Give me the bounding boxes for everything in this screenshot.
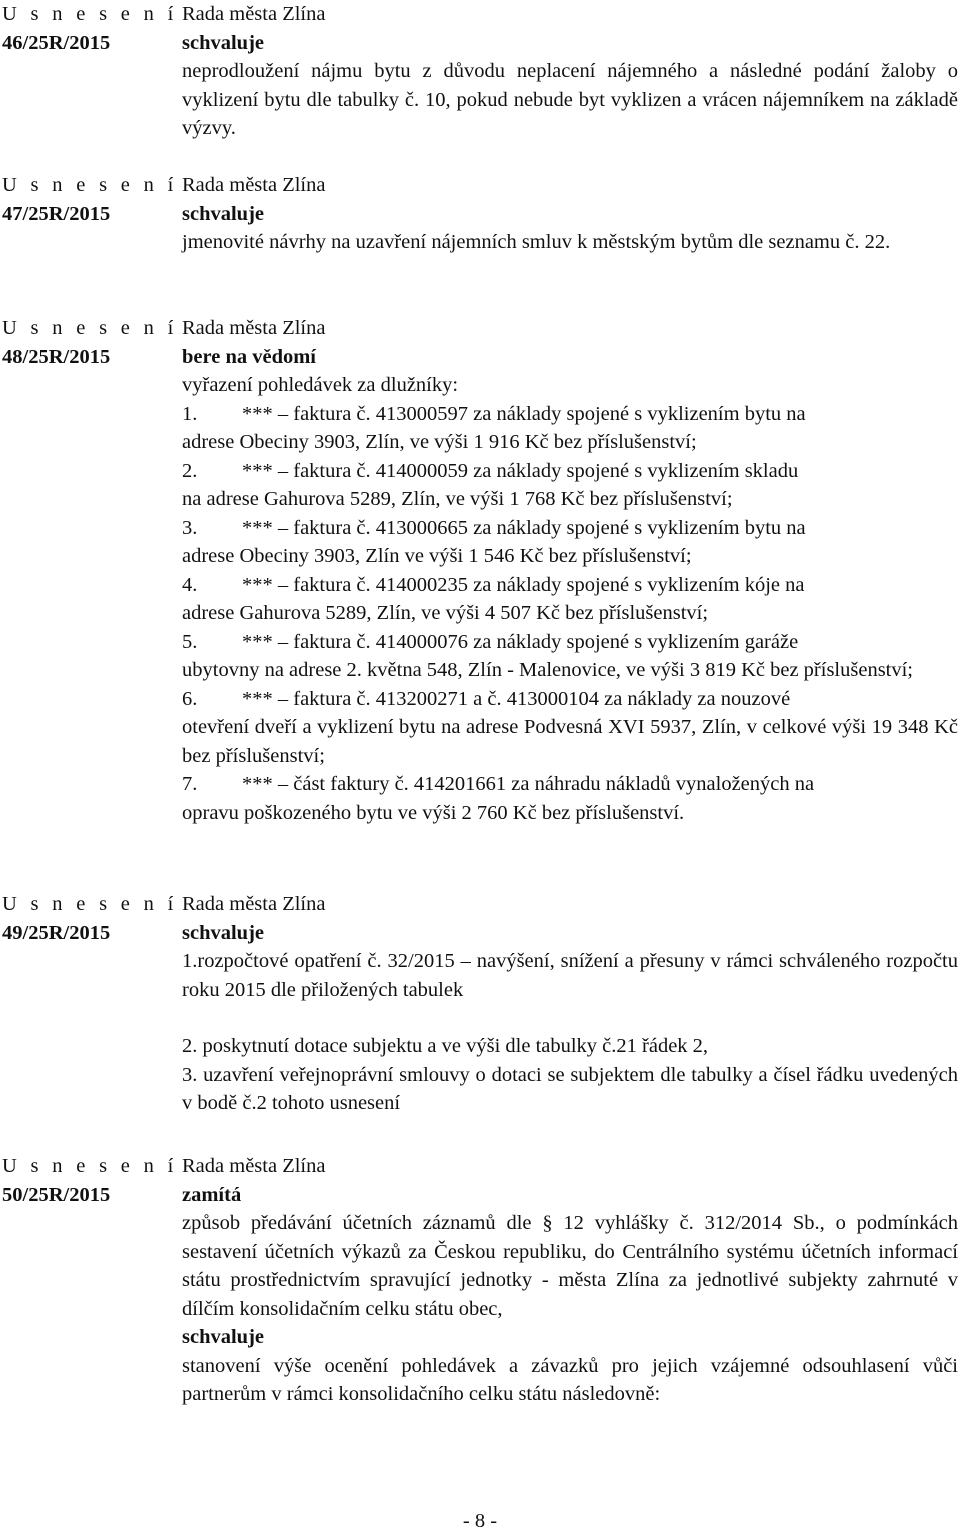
council-name: Rada města Zlína [182, 317, 326, 339]
list-item-first-line [182, 628, 958, 657]
resolution-content [182, 0, 958, 143]
resolution-content [182, 314, 958, 827]
page-number: - 8 - [462, 1510, 498, 1532]
list-item-lead-text: *** – faktura č. 413000597 za náklady spojené s vyklizením bytu na [242, 402, 806, 425]
list-item [182, 628, 958, 685]
council-name: Rada města Zlína [182, 3, 326, 25]
list-item-number: 6. [182, 687, 198, 710]
list-item-lead-text: *** – faktura č. 413200271 a č. 413000104 za náklady za nouzové [242, 687, 791, 710]
resolution-number: 46/25R/2015 [2, 31, 111, 54]
resolution-label: U s n e s e n í [2, 3, 178, 25]
resolution-text: způsob předávání účetních záznamů dle § 12 vyhlášky č. 312/2014 Sb., o podmínkách sestavení účetních výkazů za Českou republiku, do Centrálního systému účetních informací státu prostřednictvím spravující jednotky - města Zlína za jednotlivé subjekty zahrnuté v dílčím konsolidačním celku státu obec, [182, 1212, 958, 1320]
resolution-label: U s n e s e n í [2, 174, 178, 196]
list-item-first-line [182, 457, 958, 486]
subsidy-point: 2. poskytnutí dotace subjektu a ve výši dle tabulky č.21 řádek 2, [182, 1035, 709, 1057]
resolution-action: schvaluje [182, 31, 264, 54]
list-item [182, 400, 958, 457]
resolution-label: U s n e s e n í [2, 1155, 178, 1177]
resolution-text: neprodloužení nájmu bytu z důvodu neplacení nájemného a následné podání žaloby o vyklizení bytu dle tabulky č. 10, pokud nebude byt vyklizen a vrácen nájemníkem na základě výzvy. [182, 60, 958, 139]
resolution-header [2, 1152, 178, 1209]
resolution-content [182, 171, 958, 257]
list-item-lead-text: *** – faktura č. 413000665 za náklady spojené s vyklizením bytu na [242, 516, 806, 539]
list-item-first-line [182, 685, 958, 714]
list-item-continuation: opravu poškozeného bytu ve výši 2 760 Kč bez příslušenství. [182, 801, 685, 824]
resolution-content [182, 890, 958, 1118]
resolution-number: 49/25R/2015 [2, 921, 111, 944]
resolution-action: schvaluje [182, 202, 264, 225]
resolution-number: 50/25R/2015 [2, 1183, 111, 1206]
budget-measure-point: 1.rozpočtové opatření č. 32/2015 – navýšení, snížení a přesuny v rámci schváleného rozpočtu roku 2015 dle přiložených tabulek [182, 950, 958, 1001]
list-item-lead-text: *** – faktura č. 414000076 za náklady spojené s vyklizením garáže [242, 630, 799, 653]
contract-point: 3. uzavření veřejnoprávní smlouvy o dotaci se subjektem dle tabulky a čísel řádku uvedených v bodě č.2 tohoto usnesení [182, 1063, 958, 1114]
list-item-continuation: na adrese Gahurova 5289, Zlín, ve výši 1 768 Kč bez příslušenství; [182, 488, 733, 510]
list-item [182, 770, 958, 827]
list-item-number: 7. [182, 773, 198, 795]
resolution-number: 48/25R/2015 [2, 345, 111, 368]
list-item-number: 2. [182, 459, 198, 482]
list-item-number: 1. [182, 402, 198, 425]
resolution-text: jmenovité návrhy na uzavření nájemních smluv k městským bytům dle seznamu č. 22. [182, 231, 891, 253]
resolution-action: zamítá [182, 1183, 242, 1206]
list-item-first-line [182, 400, 958, 429]
list-item [182, 571, 958, 628]
resolution-action: schvaluje [182, 921, 264, 944]
list-item-lead-text: *** – část faktury č. 414201661 za náhradu nákladů vynaložených na [242, 773, 815, 795]
list-item-continuation: adrese Gahurova 5289, Zlín, ve výši 4 507 Kč bez příslušenství; [182, 602, 709, 624]
council-name: Rada města Zlína [182, 1155, 326, 1177]
list-item-continuation: adrese Obeciny 3903, Zlín ve výši 1 546 Kč bez příslušenství; [182, 545, 692, 567]
list-item-number: 4. [182, 573, 198, 596]
list-item-first-line [182, 571, 958, 600]
list-item-lead-text: *** – faktura č. 414000235 za náklady spojené s vyklizením kóje na [242, 573, 805, 596]
list-item [182, 457, 958, 514]
list-item-continuation: otevření dveří a vyklizení bytu na adrese Podvesná XVI 5937, Zlín, v celkové výši 19 348 Kč bez příslušenství; [182, 716, 958, 767]
list-item [182, 514, 958, 571]
resolution-second-text: stanovení výše ocenění pohledávek a závazků pro jejich vzájemné odsouhlasení vůči partnerům v rámci konsolidačního celku státu následovně: [182, 1354, 958, 1405]
council-name: Rada města Zlína [182, 174, 326, 196]
list-item-continuation: adrese Obeciny 3903, Zlín, ve výši 1 916 Kč bez příslušenství; [182, 431, 697, 453]
list-item-number: 3. [182, 516, 198, 539]
resolution-label: U s n e s e n í [2, 317, 178, 339]
list-item-first-line [182, 770, 958, 799]
list-item-continuation: ubytovny na adrese 2. května 548, Zlín - Malenovice, ve výši 3 819 Kč bez příslušenství; [182, 659, 914, 681]
resolution-second-action: schvaluje [182, 1326, 264, 1348]
resolution-header [2, 890, 178, 947]
council-name: Rada města Zlína [182, 893, 326, 915]
resolution-action: bere na vědomí [182, 345, 317, 368]
list-item-number: 5. [182, 630, 198, 653]
list-item [182, 685, 958, 771]
resolution-number: 47/25R/2015 [2, 202, 111, 225]
paragraph-gap [182, 1004, 958, 1032]
resolution-content [182, 1152, 958, 1409]
resolution-header [2, 314, 178, 371]
list-intro: vyřazení pohledávek za dlužníky: [182, 374, 459, 396]
resolution-header [2, 171, 178, 228]
list-item-first-line [182, 514, 958, 543]
resolution-label: U s n e s e n í [2, 893, 178, 915]
list-item-lead-text: *** – faktura č. 414000059 za náklady spojené s vyklizením skladu [242, 459, 799, 482]
resolution-header [2, 0, 178, 57]
